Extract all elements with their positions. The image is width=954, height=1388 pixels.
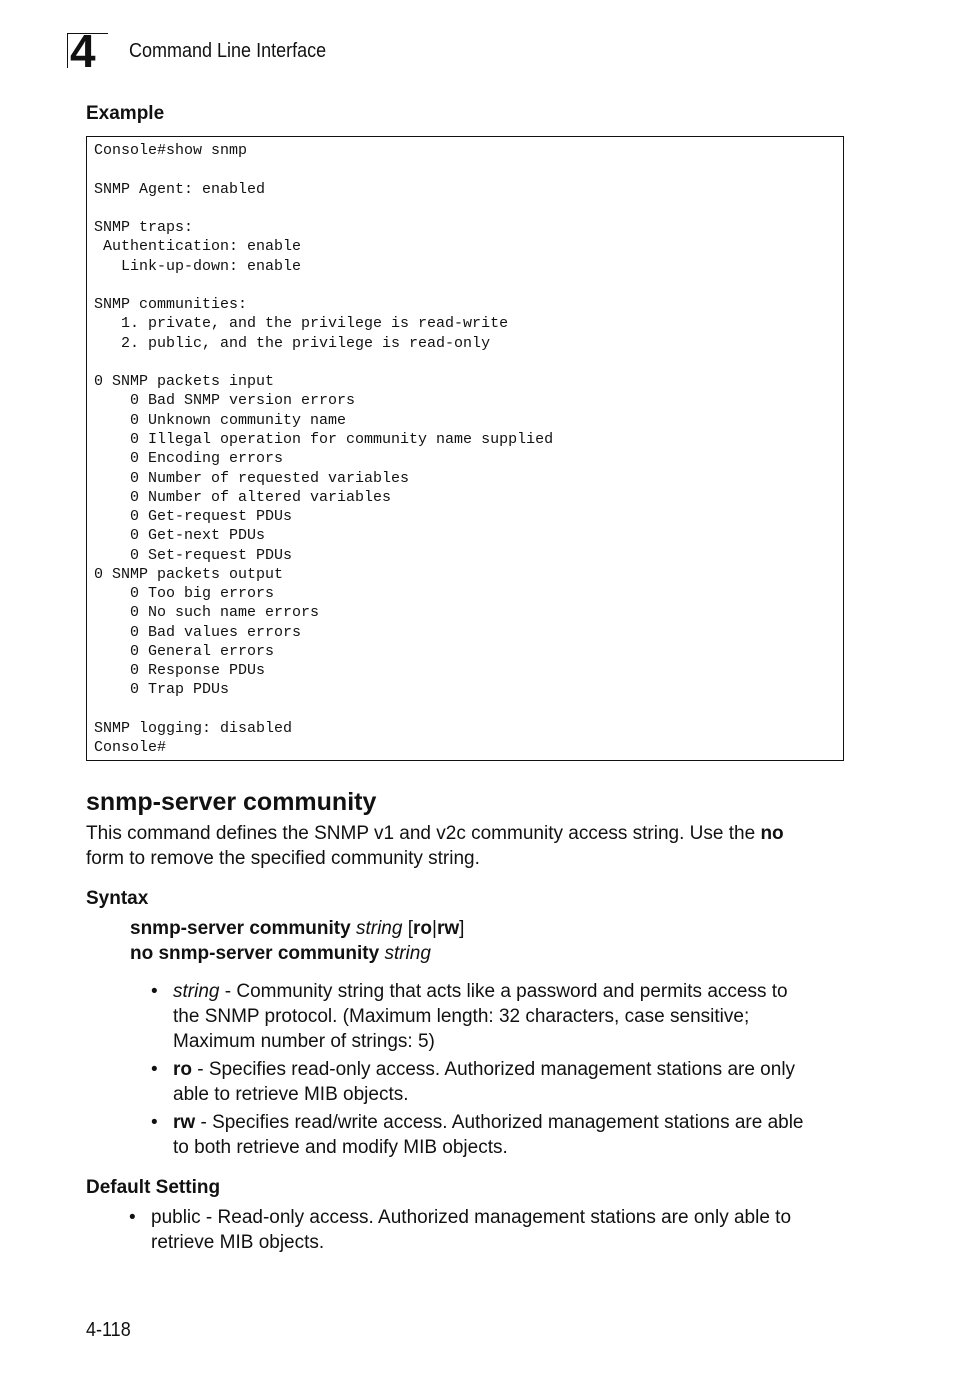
section-intro-line-2: form to remove the specified community string. [86,848,480,869]
code-line: 0 General errors [94,642,275,660]
param-ro-line-1: ro - Specifies read-only access. Authorized management stations are only [173,1059,796,1080]
code-line: 0 Illegal operation for community name supplied [94,430,554,448]
running-header-title: Command Line Interface [129,40,327,62]
default-setting-line-2: retrieve MIB objects. [151,1232,325,1253]
code-line: 0 Number of altered variables [94,488,392,506]
syntax-line-2: no snmp-server community string [130,943,431,964]
code-line: 2. public, and the privilege is read-only [94,334,491,352]
default-setting-heading: Default Setting [86,1177,221,1198]
code-line: 0 Unknown community name [94,411,347,429]
code-line: Console#show snmp [94,142,248,159]
syntax-heading: Syntax [86,888,149,909]
code-line: SNMP traps: [94,219,194,237]
code-line: 1. private, and the privilege is read-write [94,315,509,333]
code-line: 0 Get-next PDUs [94,527,266,545]
code-line: Link-up-down: enable [94,257,302,275]
code-line: Console# [94,739,167,757]
code-line: 0 Bad values errors [94,623,302,641]
param-string-line-3: Maximum number of strings: 5) [173,1031,435,1052]
default-setting-line-1: public - Read-only access. Authorized management stations are only able to [151,1207,792,1228]
code-line: 0 Response PDUs [94,662,266,680]
page-number: 4-118 [86,1319,131,1341]
chapter-number: 4 [70,25,95,77]
code-line: 0 No such name errors [94,604,320,622]
no-keyword: no [760,823,784,844]
param-ro-line-2: able to retrieve MIB objects. [173,1084,409,1105]
bullet: • [129,1207,136,1228]
code-example-box [86,136,844,761]
section-title: snmp-server community [86,788,377,816]
section-intro-line-1: This command defines the SNMP v1 and v2c community access string. Use the no [86,823,784,844]
code-line: 0 Bad SNMP version errors [94,392,356,410]
code-line: SNMP logging: disabled [94,719,293,737]
param-rw-line-1: rw - Specifies read/write access. Authorized management stations are able [173,1112,804,1133]
code-line: SNMP communities: [94,296,248,314]
code-line: 0 Trap PDUs [94,681,230,699]
param-string-line-1: string - Community string that acts like a password and permits access to [173,981,788,1002]
code-line: SNMP Agent: enabled [94,180,266,198]
code-line: 0 Set-request PDUs [94,546,293,564]
code-line: 0 Get-request PDUs [94,508,293,526]
code-line: 0 Encoding errors [94,450,284,468]
code-line: 0 Too big errors [94,585,275,603]
bullet: • [151,1059,158,1080]
param-string-line-2: the SNMP protocol. (Maximum length: 32 characters, case sensitive; [173,1006,750,1027]
code-line: Authentication: enable [94,238,302,256]
code-line: 0 Number of requested variables [94,469,410,487]
param-rw-line-2: to both retrieve and modify MIB objects. [173,1137,508,1158]
syntax-line-1: snmp-server community string [ro|rw] [130,918,465,939]
code-line: 0 SNMP packets input [94,373,275,391]
bullet: • [151,1112,158,1133]
bullet: • [151,981,158,1002]
example-heading: Example [86,103,165,124]
code-line: 0 SNMP packets output [94,565,284,583]
code-example [94,141,553,758]
